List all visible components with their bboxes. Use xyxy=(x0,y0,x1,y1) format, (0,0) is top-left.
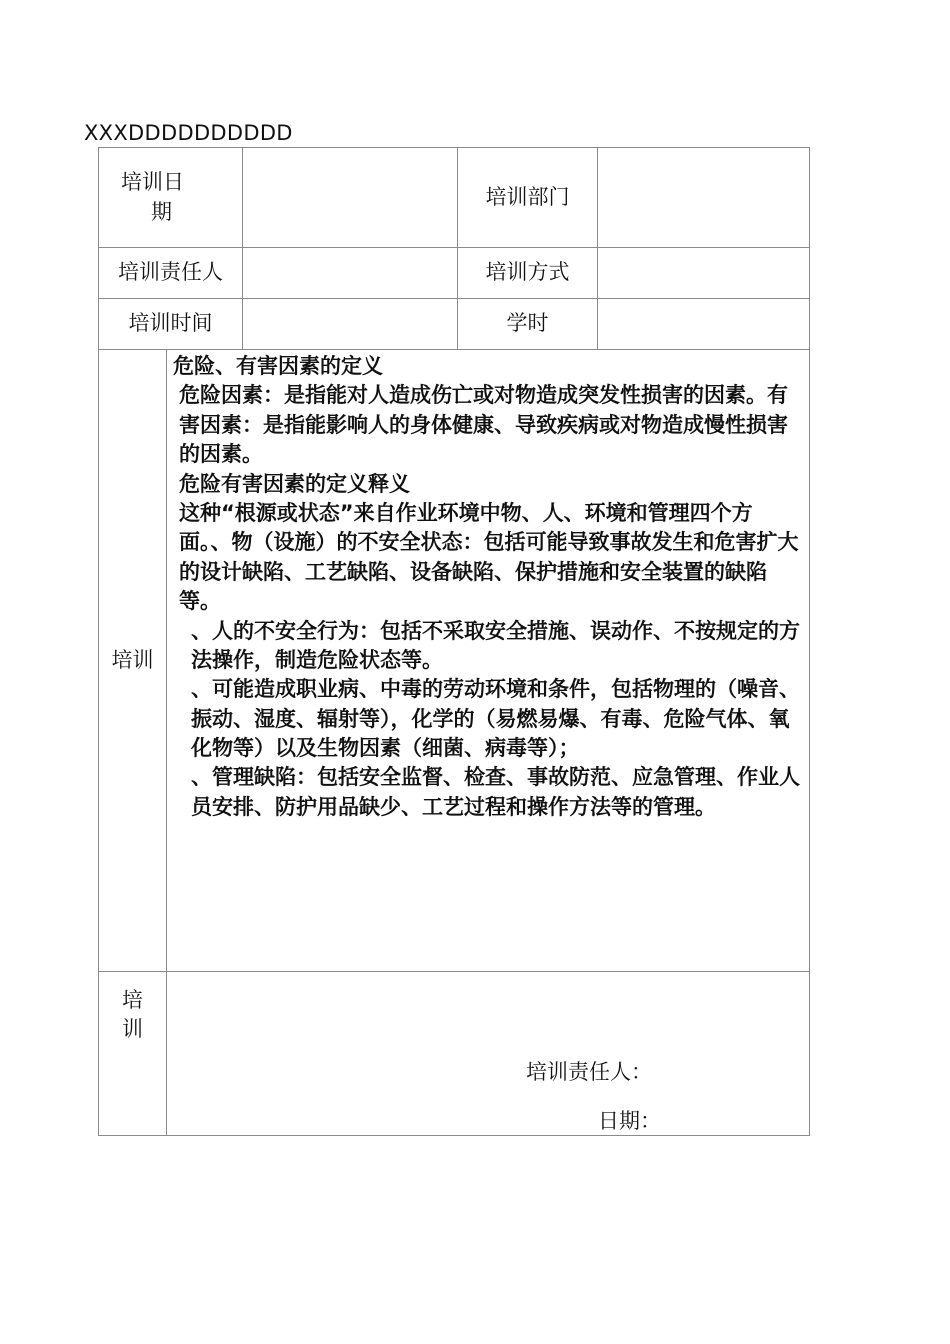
training-content xyxy=(167,350,810,972)
row-footer xyxy=(99,972,810,1136)
training-record-form xyxy=(98,147,810,1136)
row-time-hours xyxy=(99,299,810,350)
training-dept-value[interactable] xyxy=(598,148,810,248)
training-date-label-line2: 期 xyxy=(151,199,172,224)
content-paragraph: 、管理缺陷：包括安全监督、检查、事故防范、应急管理、作业人员安排、防护用品缺少、工艺过程和操作方法等的管理。 xyxy=(191,765,800,819)
training-hours-label: 学时 xyxy=(458,299,598,350)
training-hours-value[interactable] xyxy=(598,299,810,350)
signature-area[interactable] xyxy=(167,972,810,1136)
training-owner-label: 培训责任人 xyxy=(99,248,243,299)
content-paragraph: 、可能造成职业病、中毒的劳动环境和条件，包括物理的（噪音、振动、湿度、辐射等），化学的（易燃易爆、有毒、危险气体、氧化物等）以及生物因素（细菌、病毒等）； xyxy=(191,677,800,761)
training-content-label: 培训 xyxy=(99,350,167,972)
training-method-label: 培训方式 xyxy=(458,248,598,299)
training-footer-label xyxy=(99,972,167,1136)
training-date-label xyxy=(99,148,243,248)
row-owner-method xyxy=(99,248,810,299)
training-time-label: 培训时间 xyxy=(99,299,243,350)
content-paragraph: 危险因素：是指能对人造成伤亡或对物造成突发性损害的因素。有害因素：是指能影响人的身体健康、导致疾病或对物造成慢性损害的因素。 xyxy=(179,383,788,467)
content-paragraph: 危险、有害因素的定义 xyxy=(173,354,383,378)
row-date-dept xyxy=(99,148,810,248)
training-dept-label: 培训部门 xyxy=(458,148,598,248)
training-method-value[interactable] xyxy=(598,248,810,299)
training-footer-label-line1: 培 xyxy=(122,988,143,1012)
training-owner-value[interactable] xyxy=(243,248,458,299)
training-date-value[interactable] xyxy=(243,148,458,248)
content-paragraph: 这种“根源或状态”来自作业环境中物、人、环境和管理四个方面。、物（设施）的不安全状态：包括可能导致事故发生和危害扩大的设计缺陷、工艺缺陷、设备缺陷、保护措施和安全装置的缺陷等。 xyxy=(179,500,799,614)
training-time-value[interactable] xyxy=(243,299,458,350)
content-paragraph: 、人的不安全行为：包括不采取安全措施、误动作、不按规定的方法操作，制造危险状态等。 xyxy=(191,618,800,672)
training-footer-label-line2: 训 xyxy=(122,1017,143,1042)
training-date-label-line1: 培训日 xyxy=(121,170,184,195)
signature-owner-label: 培训责任人： xyxy=(526,1060,652,1084)
document-title: XXXDDDDDDDDDD xyxy=(84,121,293,145)
signature-date-label: 日期： xyxy=(598,1109,661,1133)
content-paragraph: 危险有害因素的定义释义 xyxy=(179,471,410,496)
row-content xyxy=(99,350,810,972)
